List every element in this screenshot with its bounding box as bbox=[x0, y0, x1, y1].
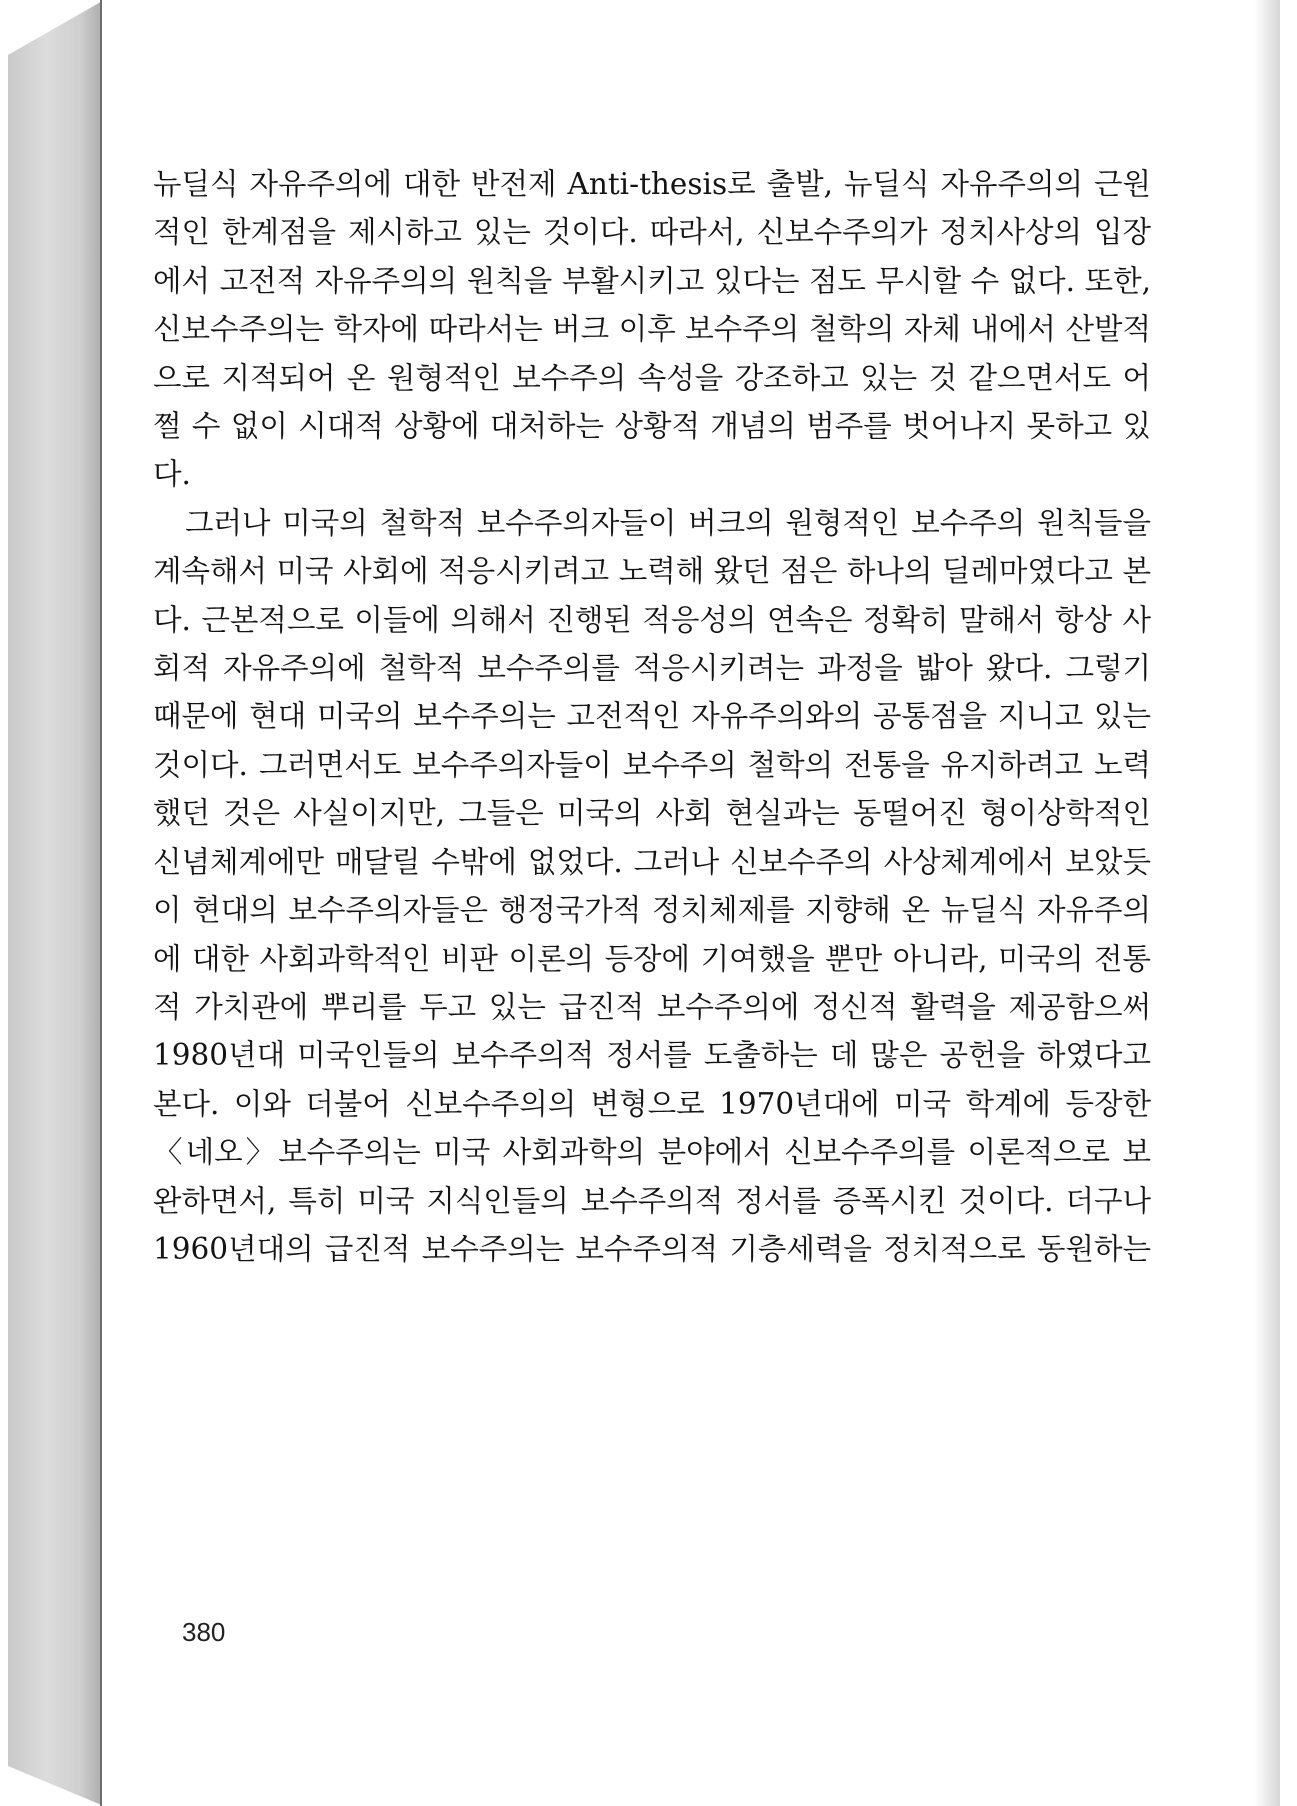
book-spine-bottom-edge bbox=[8, 1766, 104, 1806]
page-edge-shadow bbox=[1254, 0, 1280, 1806]
page-number: 380 bbox=[182, 1617, 226, 1647]
page-body bbox=[153, 160, 1151, 1273]
book-spine bbox=[8, 0, 104, 1806]
paragraph: 뉴딜식 자유주의에 대한 반전제 Anti-thesis로 출발, 뉴딜식 자유주의의 근원적인 한계점을 제시하고 있는 것이다. 따라서, 신보수주의가 정치사상의 입장에서 고전적 자유주의의 원칙을 부활시키고 있다는 점도 무시할 수 없다. 또한, 신보수주의는 학자에 따라서는 버크 이후 보수주의 철학의 자체 내에서 산발적으로 지적되어 온 원형적인 보수주의 속성을 강조하고 있는 것 같으면서도 어쩔 수 없이 시대적 상황에 대처하는 상황적 개념의 범주를 벗어나지 못하고 있다. bbox=[153, 167, 1151, 492]
paragraph: 그러나 미국의 철학적 보수주의자들이 버크의 원형적인 보수주의 원칙들을 계속해서 미국 사회에 적응시키려고 노력해 왔던 점은 하나의 딜레마였다고 본다. 근본적으로 이들에 의해서 진행된 적응성의 연속은 정확히 말해서 항상 사회적 자유주의에 철학적 보수주의를 적응시키려는 과정을 밟아 왔다. 그렇기 때문에 현대 미국의 보수주의는 고전적인 자유주의와의 공통점을 지니고 있는 것이다. 그러면서도 보수주의자들이 보수주의 철학의 전통을 유지하려고 노력했던 것은 사실이지만, 그들은 미국의 사회 현실과는 동떨어진 형이상학적인 신념체계에만 매달릴 수밖에 없었다. 그러나 신보수주의 사상체계에서 보았듯이 현대의 보수주의자들은 행정국가적 정치체제를 지향해 온 뉴딜식 자유주의에 대한 사회과학적인 비판 이론의 등장에 기여했을 뿐만 아니라, 미국의 전통적 가치관에 뿌리를 두고 있는 급진적 보수주의에 정신적 활력을 제공함으써 1980년대 미국인들의 보수주의적 정서를 도출하는 데 많은 공헌을 하였다고 본다. 이와 더불어 신보수주의의 변형으로 1970년대에 미국 학계에 등장한 〈네오〉보수주의는 미국 사회과학의 분야에서 신보수주의를 이론적으로 보완하면서, 특히 미국 지식인들의 보수주의적 정서를 증폭시킨 것이다. 더구나 1960년대의 급진적 보수주의는 보수주의적 기층세력을 정치적으로 동원하는 bbox=[153, 505, 1151, 1266]
book-spine-top-edge bbox=[8, 0, 104, 55]
